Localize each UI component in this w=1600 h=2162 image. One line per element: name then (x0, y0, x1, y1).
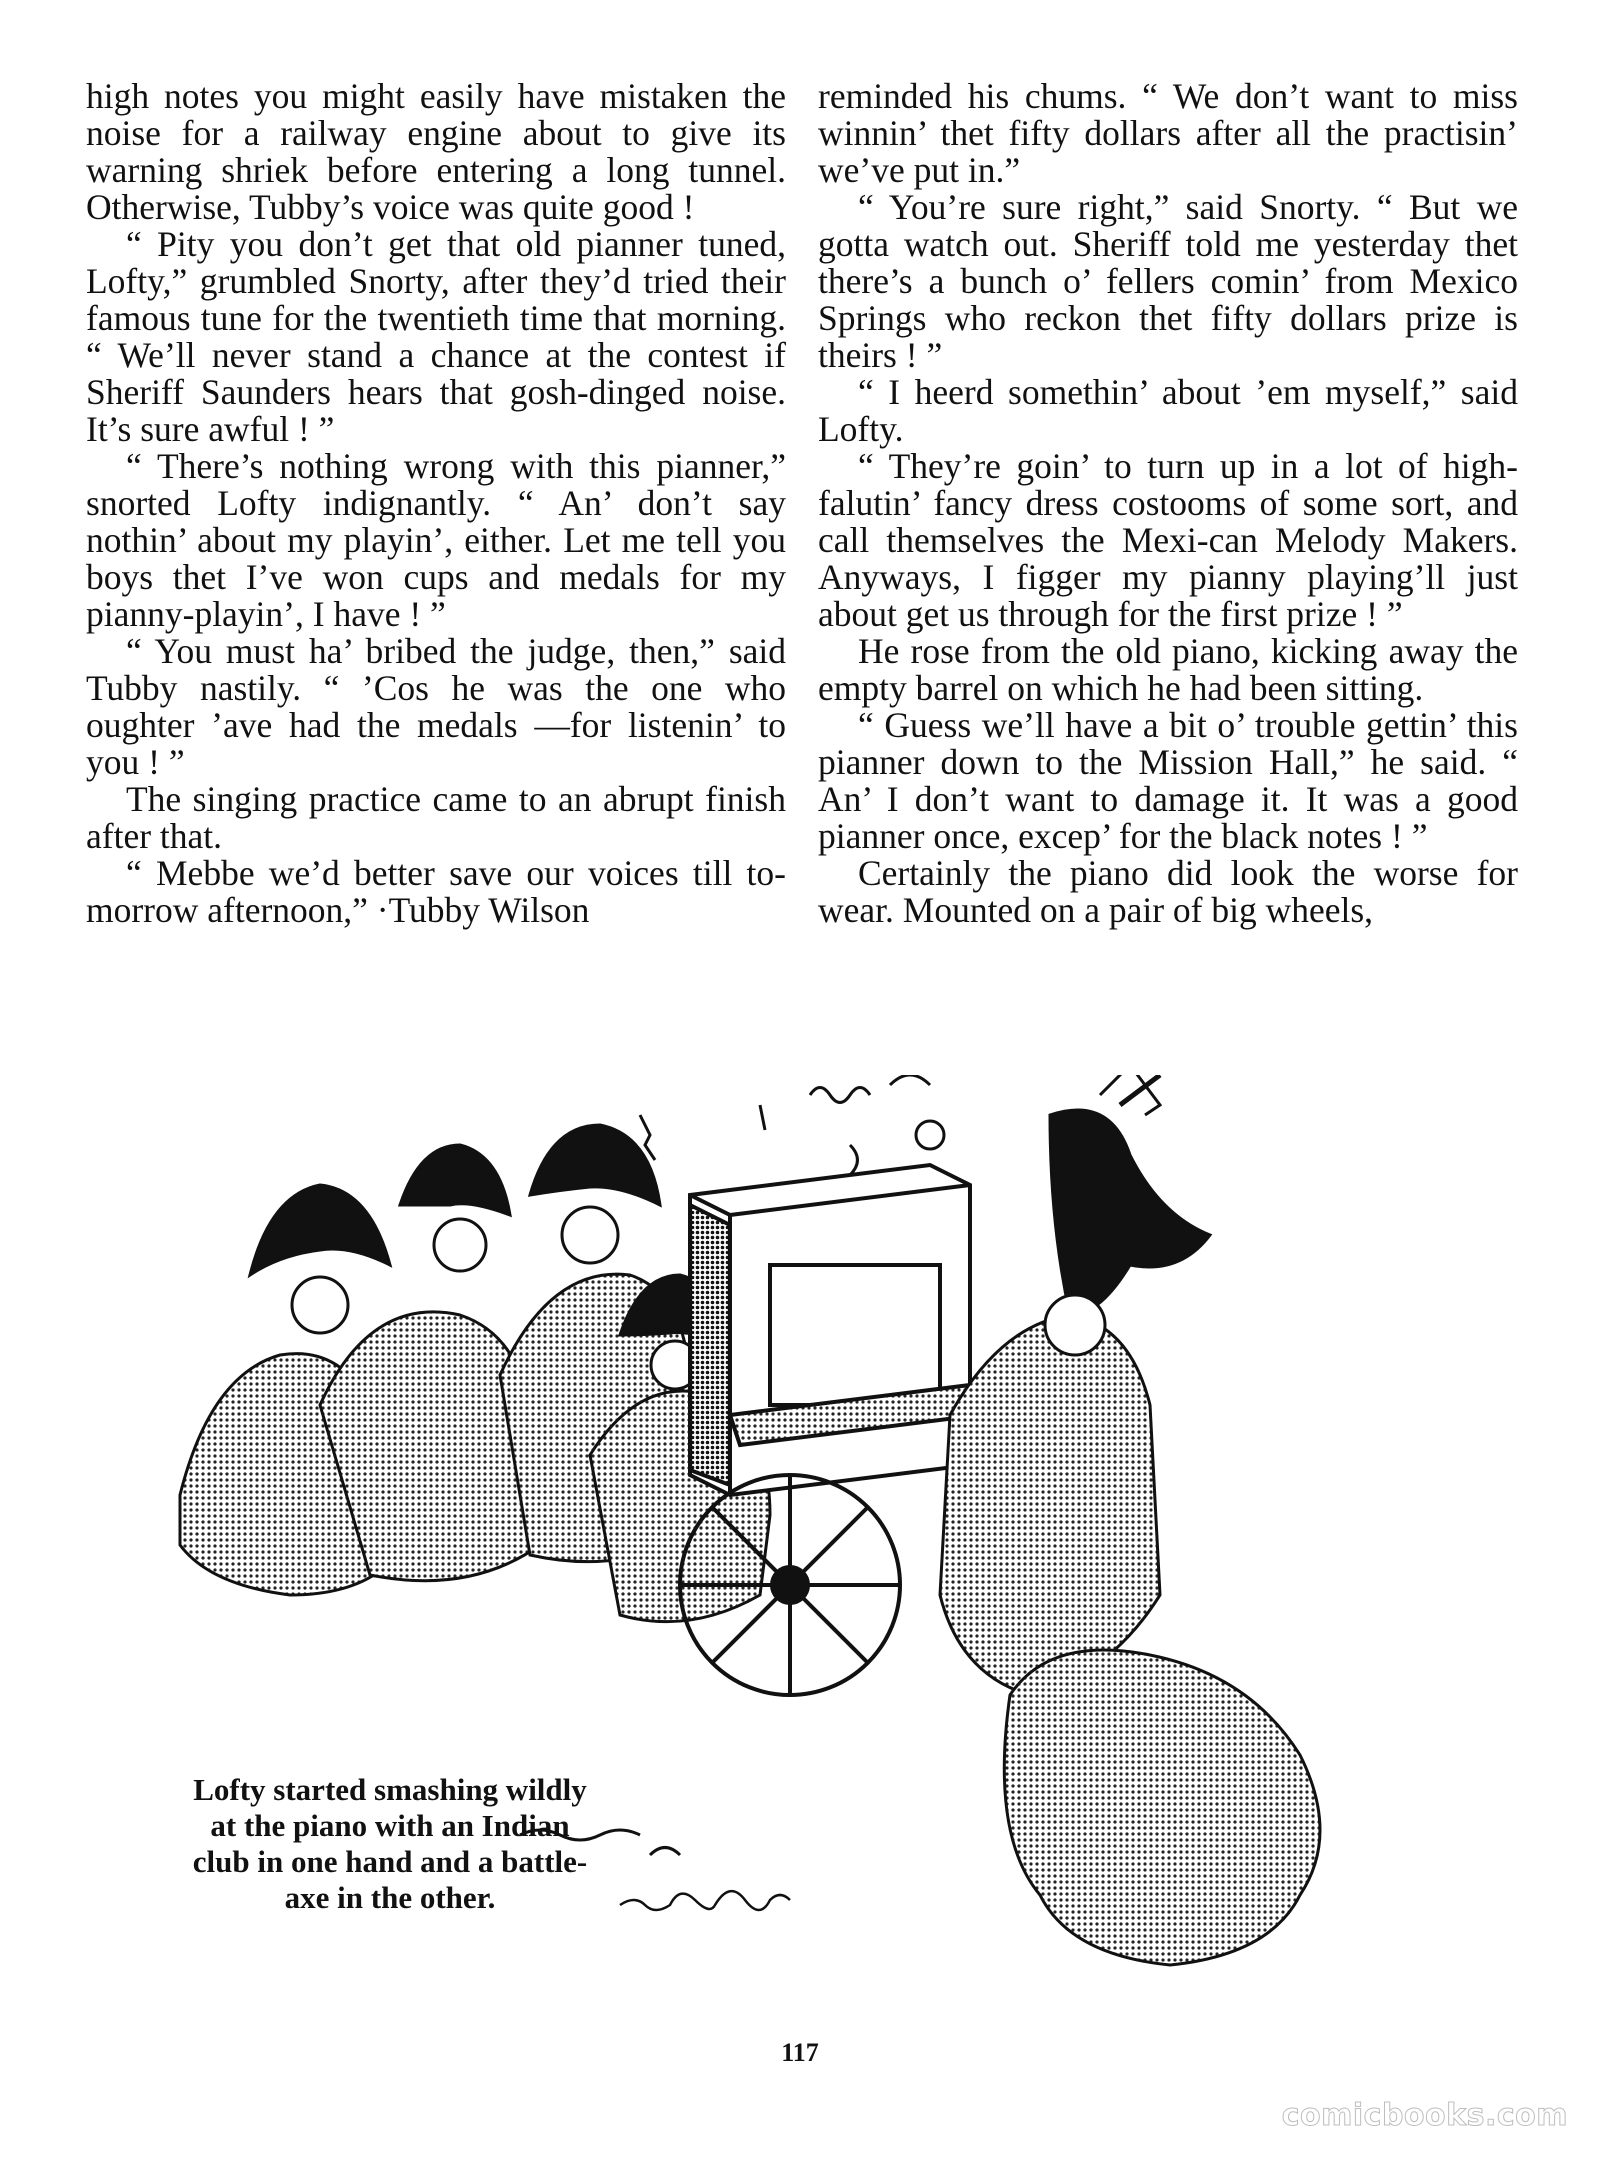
text-columns (86, 78, 1518, 1058)
watermark: comicbooks.com (1281, 2098, 1568, 2133)
paragraph: reminded his chums. “ We don’t want to miss winnin’ thet fifty dollars after all the practisin’ we’ve put in.” (818, 76, 1518, 190)
lofty-figure (940, 1075, 1210, 1695)
illustration-caption: Lofty started smashing wildly at the piano with an Indian club in one hand and a battle-axe in the other. (192, 1772, 588, 1915)
rock (1004, 1650, 1320, 1965)
paragraph: “ Guess we’ll have a bit o’ trouble gettin’ this pianner down to the Mission Hall,” he said. “ An’ I don’t want to damage it. It was a good pianner once, excep’ for the black notes ! ” (818, 705, 1518, 856)
paragraph: The singing practice came to an abrupt finish after that. (86, 779, 786, 856)
paragraph: “ You’re sure right,” said Snorty. “ But we gotta watch out. Sheriff told me yesterday thet there’s a bunch o’ fellers comin’ from Mexico Springs who reckon thet fifty dollars prize is theirs ! ” (818, 187, 1518, 375)
piano (690, 1165, 980, 1495)
wagon-wheel (680, 1475, 900, 1695)
paragraph: Certainly the piano did look the worse for wear. Mounted on a pair of big wheels, (818, 853, 1518, 930)
paragraph: “ Pity you don’t get that old pianner tuned, Lofty,” grumbled Snorty, after they’d tried their famous tune for the twentieth time that morning. “ We’ll never stand a chance at the contest if Sheriff Saunders hears that gosh-dinged noise. It’s sure awful ! ” (86, 224, 786, 449)
page-number: 117 (781, 2038, 819, 2067)
paragraph: “ Mebbe we’d better save our voices till to-morrow afternoon,” ·Tubby Wilson (86, 853, 786, 930)
paragraph: “ You must ha’ bribed the judge, then,” said Tubby nastily. “ ’Cos he was the one who oughter ’ave had the medals —for listenin’ to you ! ” (86, 631, 786, 782)
paragraph: high notes you might easily have mistaken the noise for a railway engine about to give its warning shriek before entering a long tunnel. Otherwise, Tubby’s voice was quite good ! (86, 76, 786, 227)
paragraph: “ They’re goin’ to turn up in a lot of high-falutin’ fancy dress costooms of some sort, and call themselves the Mexi-can Melody Makers. Anyways, I figger my pianny playing’ll just about get us through for the first prize ! ” (818, 446, 1518, 634)
paragraph: He rose from the old piano, kicking away the empty barrel on which he had been sitting. (818, 631, 1518, 708)
paragraph: “ I heerd somethin’ about ’em myself,” said Lofty. (818, 372, 1518, 449)
right-column (818, 78, 1518, 1058)
artist-signature (620, 1891, 790, 1910)
paragraph: “ There’s nothing wrong with this pianner,” snorted Lofty indignantly. “ An’ don’t say nothin’ about my playin’, either. Let me tell you boys thet I’ve won cups and medals for my pianny-playin’, I have ! ” (86, 446, 786, 634)
left-column (86, 78, 786, 1058)
